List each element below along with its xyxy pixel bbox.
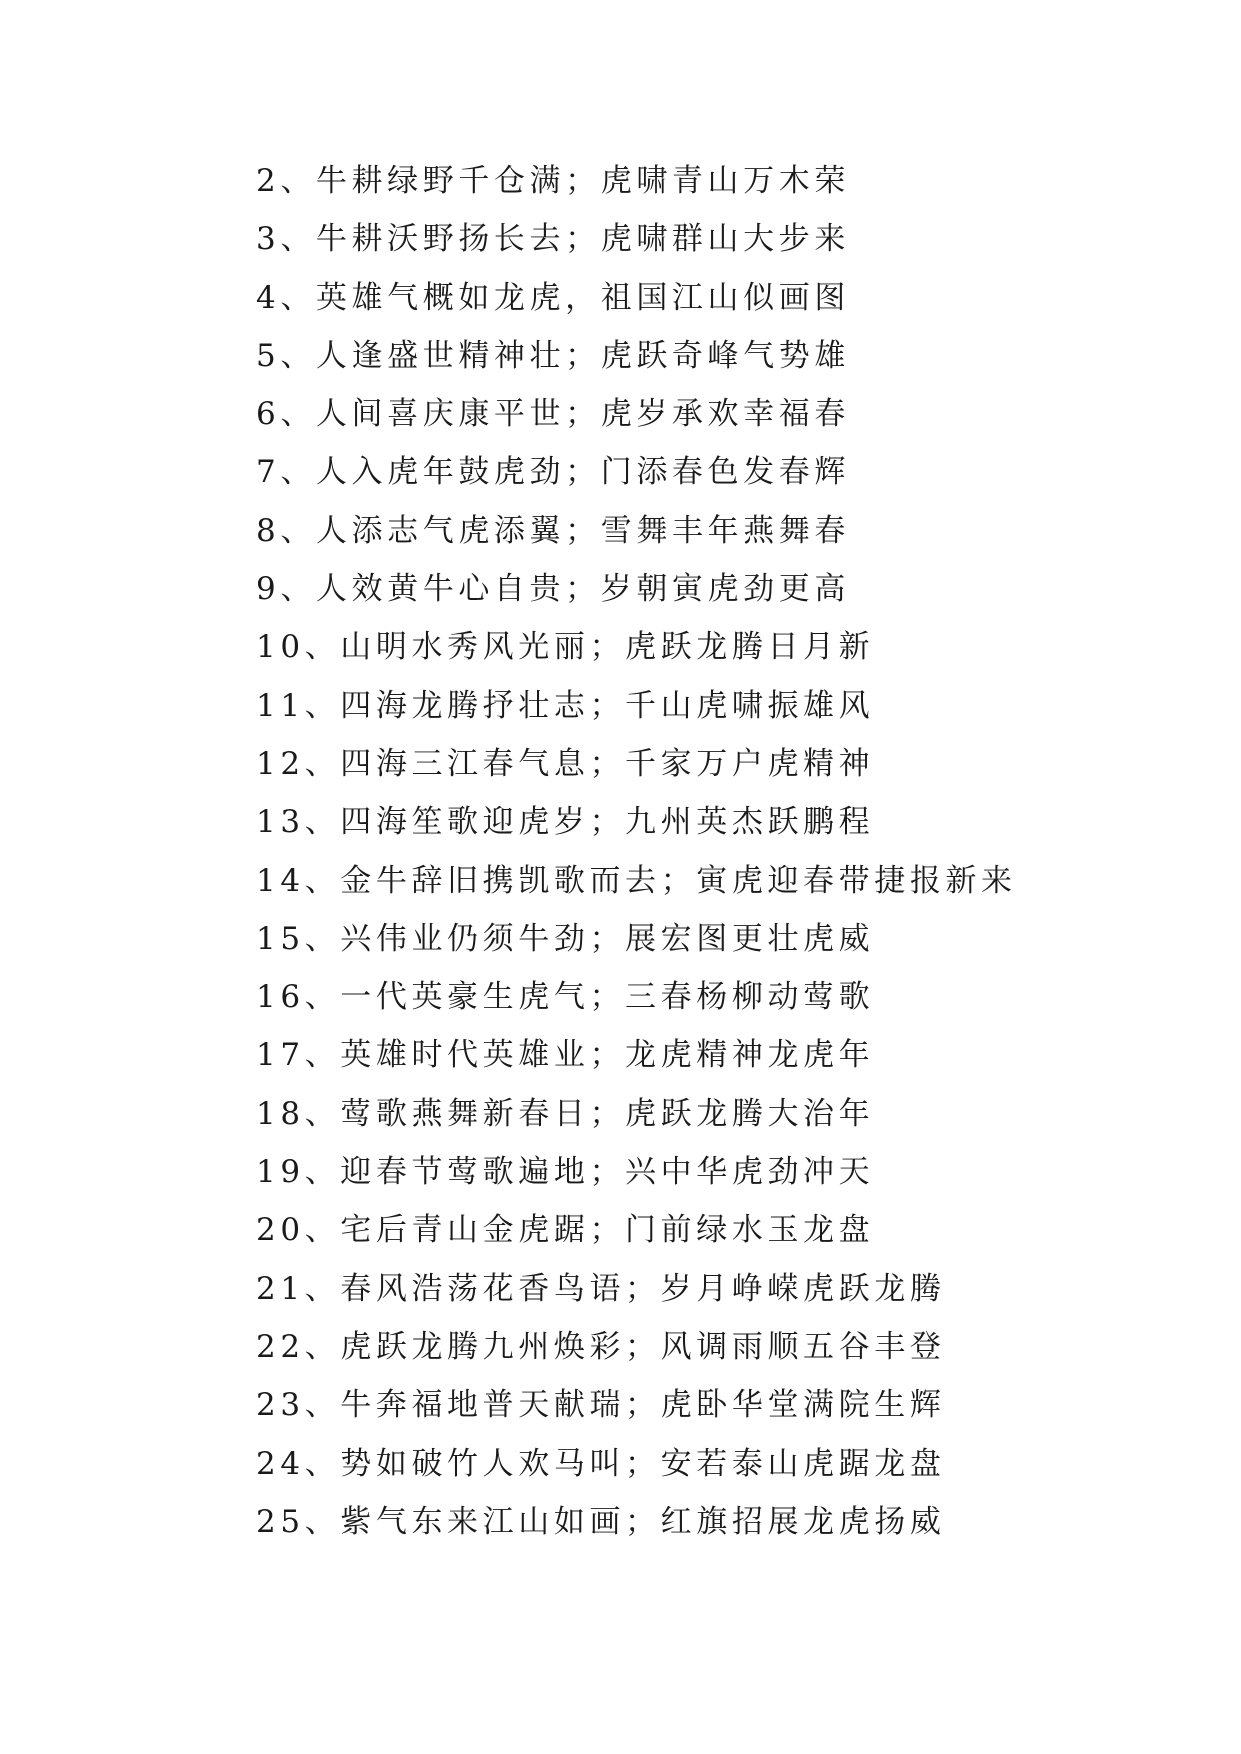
couplet-line: 13、四海笙歌迎虎岁；九州英杰跃鹏程: [256, 804, 875, 841]
couplet-line: 25、紫气东来江山如画；红旗招展龙虎扬威: [256, 1503, 946, 1540]
couplet-line: 12、四海三江春气息；千家万户虎精神: [256, 745, 875, 782]
couplet-line: 2、牛耕绿野千仓满；虎啸青山万木荣: [256, 163, 850, 199]
couplet-line: 11、四海龙腾抒壮志；千山虎啸振雄风: [256, 687, 875, 724]
couplet-line: 18、莺歌燕舞新春日；虎跃龙腾大治年: [256, 1095, 875, 1132]
couplet-line: 21、春风浩荡花香鸟语；岁月峥嵘虎跃龙腾: [256, 1270, 946, 1307]
couplet-line: 17、英雄时代英雄业；龙虎精神龙虎年: [256, 1037, 875, 1074]
couplet-line: 24、势如破竹人欢马叫；安若泰山虎踞龙盘: [256, 1445, 946, 1482]
couplet-line: 8、人添志气虎添翼；雪舞丰年燕舞春: [256, 512, 850, 549]
couplet-list: [256, 152, 1017, 1551]
couplet-line: 7、人入虎年鼓虎劲；门添春色发春辉: [256, 454, 850, 491]
couplet-line: 6、人间喜庆康平世；虎岁承欢幸福春: [256, 396, 850, 433]
couplet-line: 20、宅后青山金虎踞；门前绿水玉龙盘: [256, 1212, 875, 1249]
couplet-line: 10、山明水秀风光丽；虎跃龙腾日月新: [256, 629, 875, 666]
couplet-line: 3、牛耕沃野扬长去；虎啸群山大步来: [256, 221, 850, 258]
couplet-line: 16、一代英豪生虎气；三春杨柳动莺歌: [256, 979, 875, 1016]
couplet-line: 14、金牛辞旧携凯歌而去；寅虎迎春带捷报新来: [256, 862, 1017, 899]
couplet-line: 15、兴伟业仍须牛劲；展宏图更壮虎威: [256, 920, 875, 957]
couplet-line: 22、虎跃龙腾九州焕彩；风调雨顺五谷丰登: [256, 1328, 946, 1365]
couplet-line: 19、迎春节莺歌遍地；兴中华虎劲冲天: [256, 1154, 875, 1191]
couplet-line: 4、英雄气概如龙虎，祖国江山似画图: [256, 279, 850, 316]
couplet-line: 9、人效黄牛心自贵；岁朝寅虎劲更高: [256, 571, 850, 608]
couplet-line: 5、人逢盛世精神壮；虎跃奇峰气势雄: [256, 337, 850, 374]
couplet-line: 23、牛奔福地普天献瑞；虎卧华堂满院生辉: [256, 1387, 946, 1424]
